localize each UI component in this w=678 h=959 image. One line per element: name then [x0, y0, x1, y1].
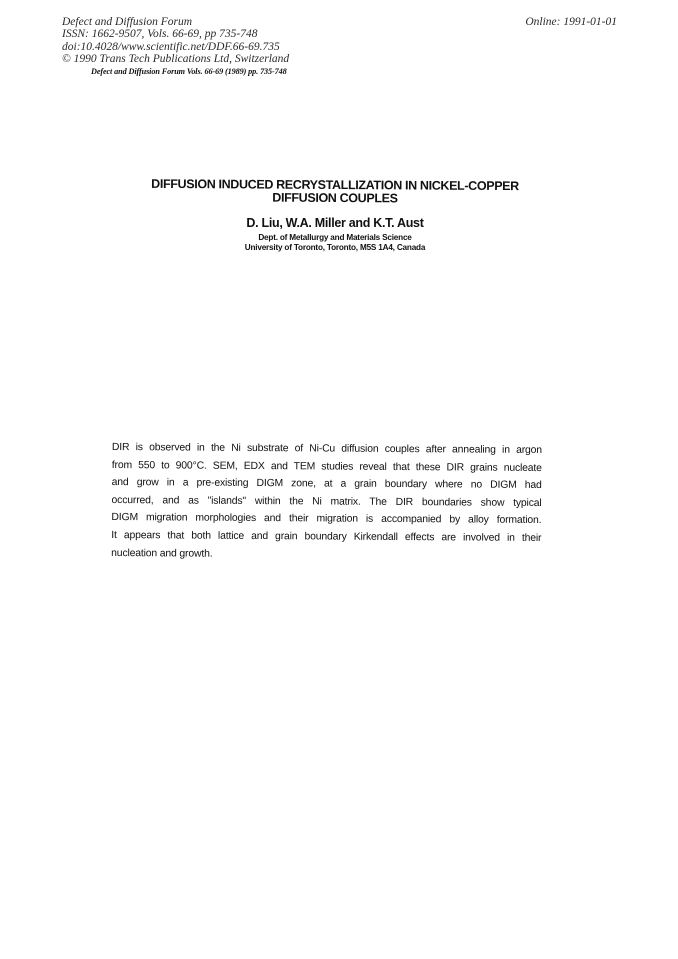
abstract-line: and grow in a pre-existing DIGM zone, at a grain boundary where no DIGM had [111, 477, 542, 492]
abstract-line: from 550 to 900°C. SEM, EDX and TEM studies reveal that these DIR grains nucleate [111, 459, 542, 474]
authors: D. Liu, W.A. Miller and K.T. Aust [246, 216, 424, 230]
copyright-line: © 1990 Trans Tech Publications Ltd, Switzerland [62, 53, 290, 66]
paper-title [120, 178, 550, 206]
abstract-line: DIR is observed in the Ni substrate of Ni-Cu diffusion couples after annealing in argon [111, 441, 542, 457]
running-header: Defect and Diffusion Forum Vols. 66-69 (1989) pp. 735-748 [91, 67, 287, 76]
doi-line: doi:10.4028/www.scientific.net/DDF.66-69.735 [62, 40, 280, 53]
abstract-line: DIGM migration morphologies and their migration is accompanied by alloy formation. [111, 512, 542, 527]
title-line: DIFFUSION COUPLES [272, 190, 398, 205]
affiliation [120, 233, 550, 253]
issn-line: ISSN: 1662-9507, Vols. 66-69, pp 735-748 [62, 28, 258, 41]
affiliation-address: University of Toronto, Toronto, M5S 1A4, Canada [244, 243, 426, 253]
abstract-line: nucleation and growth. [111, 547, 213, 560]
abstract-line: occurred, and as "islands" within the Ni matrix. The DIR boundaries show typical [111, 494, 542, 509]
abstract [111, 439, 542, 565]
affiliation-department: Dept. of Metallurgy and Materials Science [258, 233, 412, 242]
title-line: DIFFUSION INDUCED RECRYSTALLIZATION IN NICKEL-COPPER [151, 176, 519, 194]
abstract-line: It appears that both lattice and grain boundary Kirkendall effects are involved in their [111, 529, 542, 544]
publication-meta [62, 16, 617, 66]
online-date: Online: 1991-01-01 [525, 16, 617, 28]
journal-name: Defect and Diffusion Forum [62, 16, 192, 28]
